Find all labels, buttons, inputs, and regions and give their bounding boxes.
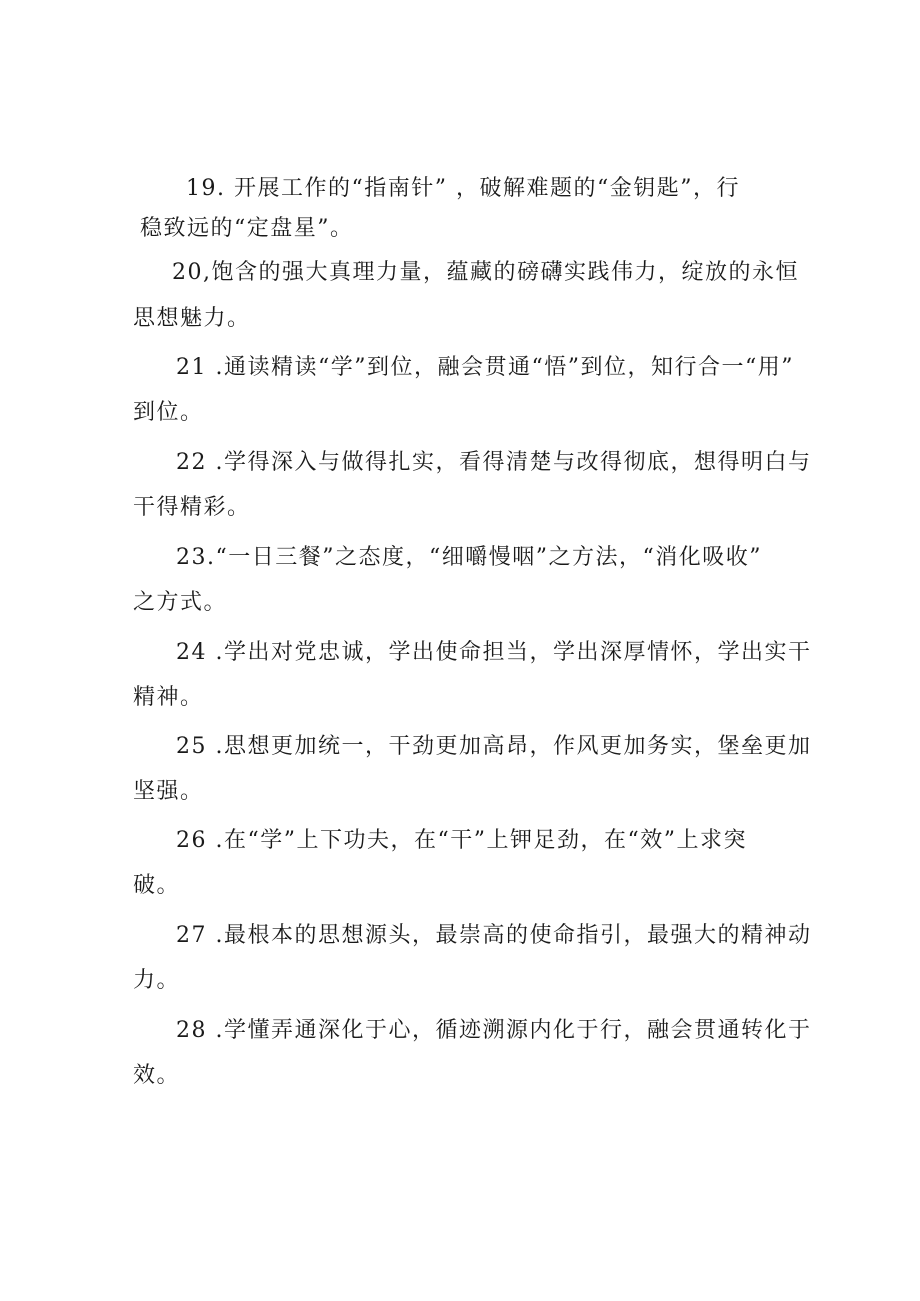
item-23-line-1: [176, 543, 762, 573]
item-22-line-2: 干得精彩。: [133, 495, 251, 520]
item-21-text: .通读精读“学”到位，融会贯通“悟”到位，知行合一“用”: [207, 355, 794, 380]
item-26-text: .在“学”上下功夫，在“干”上钾足劲，在“效”上求突: [207, 828, 747, 853]
item-20-number: 20: [172, 260, 203, 285]
item-22-number: 22: [176, 450, 207, 475]
item-24-line-1: [176, 638, 812, 668]
item-20-line-1: [172, 258, 799, 288]
item-22-text: .学得深入与做得扎实，看得清楚与改得彻底，想得明白与: [207, 450, 812, 475]
item-27-line-1: [176, 921, 812, 951]
item-25-line-1: [176, 732, 812, 762]
item-25-line-2: 坚强。: [133, 779, 204, 804]
item-23-number: 23: [176, 545, 207, 570]
item-20-line-2: 思想魅力。: [133, 306, 251, 331]
item-19-line-2: 稳致远的“定盘星”。: [140, 216, 354, 241]
item-27-number: 27: [176, 923, 207, 948]
item-19-number: 19: [186, 176, 217, 201]
item-26-number: 26: [176, 828, 207, 853]
item-25-number: 25: [176, 734, 207, 759]
item-28-line-2: 效。: [133, 1063, 181, 1088]
item-20-text: ,饱含的强大真理力量，蕴藏的磅礴实践伟力，绽放的永恒: [203, 260, 799, 285]
item-27-line-2: 力。: [133, 968, 181, 993]
item-27-text: .最根本的思想源头，最崇高的使命指引，最强大的精神动: [207, 923, 812, 948]
item-28-text: .学懂弄通深化于心，循迹溯源内化于行，融会贯通转化于: [207, 1018, 812, 1043]
item-21-number: 21: [176, 355, 207, 380]
item-24-number: 24: [176, 640, 207, 665]
item-23-line-2: 之方式。: [133, 590, 228, 615]
item-26-line-2: 破。: [133, 873, 181, 898]
item-23-text: .“一日三餐”之态度，“细嚼慢咽”之方法，“消化吸收”: [207, 545, 762, 570]
item-21-line-1: [176, 353, 794, 383]
item-28-number: 28: [176, 1018, 207, 1043]
item-22-line-1: [176, 448, 812, 478]
item-19-text: . 开展工作的“指南针” ，破解难题的“金钥匙”，行: [217, 176, 740, 201]
item-28-line-1: [176, 1016, 812, 1046]
item-25-text: .思想更加统一，干劲更加高昂，作风更加务实，堡垒更加: [207, 734, 812, 759]
item-21-line-2: 到位。: [133, 400, 204, 425]
item-19-line-1: [186, 174, 740, 204]
item-24-line-2: 精神。: [133, 685, 204, 710]
item-24-text: .学出对党忠诚，学出使命担当，学出深厚情怀，学出实干: [207, 640, 812, 665]
item-26-line-1: [176, 826, 747, 856]
